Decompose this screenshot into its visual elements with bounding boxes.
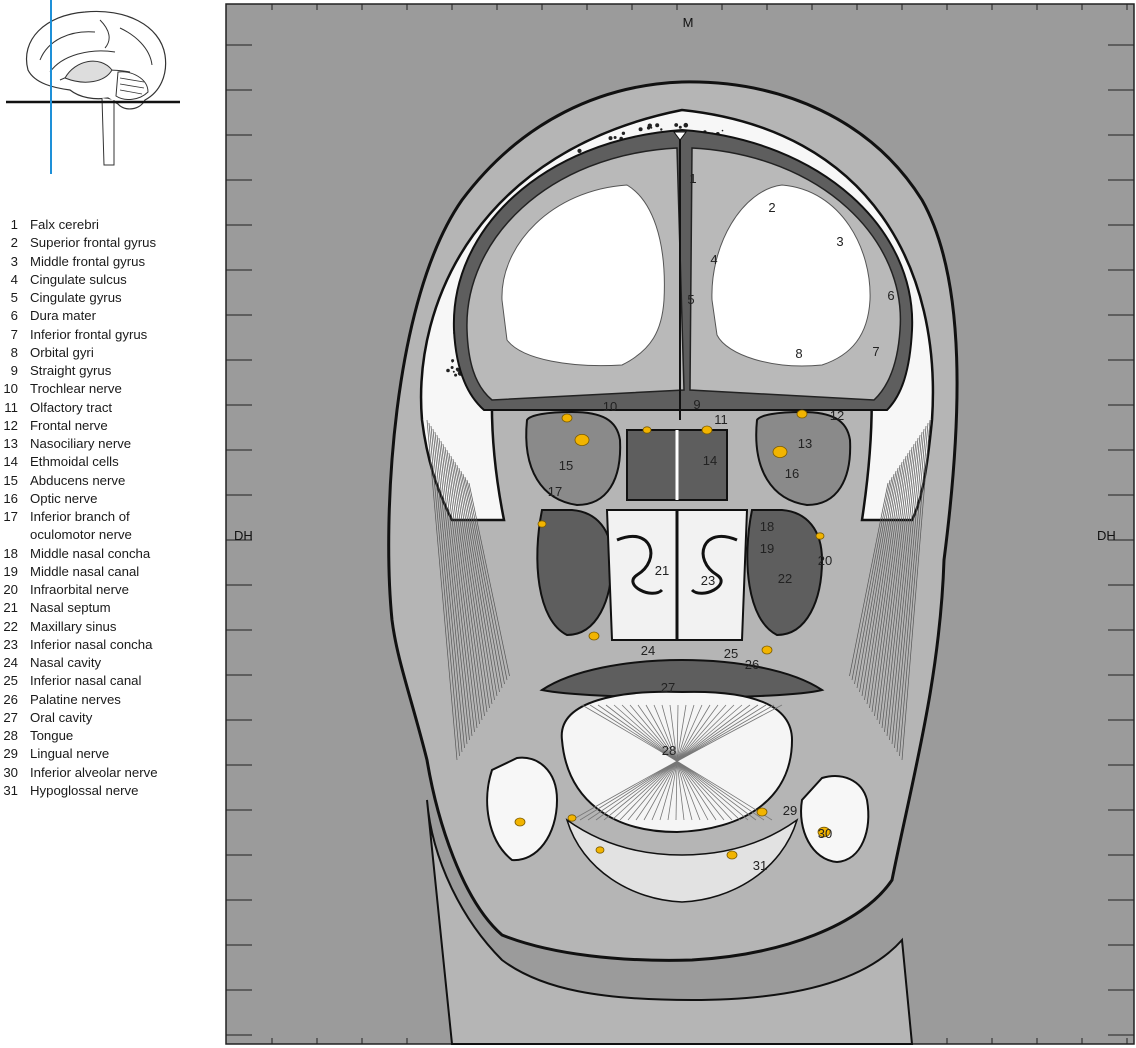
- legend-text: Middle nasal canal: [30, 563, 140, 579]
- legend-number: 13: [3, 436, 18, 451]
- legend-text: Inferior nasal canal: [30, 673, 142, 689]
- bone-pore: [452, 361, 454, 363]
- legend-text: Inferior nasal concha: [30, 636, 153, 652]
- structure-label-5: 5: [687, 292, 695, 307]
- structure-label-2: 2: [768, 200, 776, 215]
- nerve-section: [589, 632, 599, 640]
- legend-item: [0, 234, 215, 252]
- structure-label-30: 30: [817, 826, 833, 841]
- structure-label-13: 13: [797, 436, 813, 451]
- legend-number: 16: [3, 490, 18, 506]
- nerve-section: [596, 847, 604, 853]
- structure-label-9: 9: [693, 397, 701, 412]
- legend-item: [0, 253, 215, 271]
- legend-item: [0, 271, 215, 289]
- legend-number: 3: [10, 253, 18, 269]
- bone-pore: [454, 374, 457, 377]
- bone-pore: [446, 369, 450, 373]
- legend-item: [0, 691, 215, 709]
- structure-label-10: 10: [602, 399, 618, 414]
- nerve-section: [797, 410, 807, 418]
- legend-number: 5: [10, 290, 18, 305]
- legend-text: Oral cavity: [30, 709, 93, 725]
- nerve-section: [702, 426, 712, 434]
- coronal-section-illustration: [222, 0, 1136, 1048]
- legend-number: 21: [3, 600, 18, 616]
- legend-text: Dura mater: [30, 308, 96, 324]
- legend-text: Cingulate sulcus: [30, 271, 127, 287]
- bone-pore: [453, 371, 455, 373]
- legend-item: [0, 417, 215, 435]
- legend-number: 27: [3, 709, 18, 725]
- legend-text: Lingual nerve: [30, 746, 110, 762]
- legend-text: Inferior frontal gyrus: [30, 326, 148, 342]
- mark-right: DH: [1097, 528, 1116, 543]
- mark-left: DH: [234, 528, 253, 543]
- bone-pore: [639, 127, 643, 131]
- legend-number: 31: [3, 782, 18, 798]
- nerve-section: [816, 533, 824, 539]
- legend-text: Inferior branch of: [30, 509, 130, 524]
- legend-text: Middle frontal gyrus: [30, 253, 146, 269]
- legend-continuation: oculomotor nerve: [30, 527, 132, 543]
- legend-item: [0, 764, 215, 782]
- legend-number: 9: [10, 363, 18, 378]
- structure-label-14: 14: [702, 453, 718, 468]
- legend-item: [0, 289, 215, 307]
- legend-number: 17: [3, 509, 18, 524]
- legend-number: 15: [3, 472, 18, 488]
- legend-item: [0, 545, 215, 563]
- legend-text: Superior frontal gyrus: [30, 235, 157, 251]
- bone-pore: [577, 149, 581, 153]
- locator-thumbnail: [0, 0, 190, 180]
- legend-text: Inferior alveolar nerve: [30, 764, 158, 780]
- nerve-section: [568, 815, 576, 821]
- legend-number: 7: [10, 326, 18, 342]
- nerve-section: [643, 427, 651, 433]
- legend-item: [0, 727, 215, 745]
- legend-number: 22: [3, 618, 18, 634]
- structure-label-6: 6: [887, 288, 895, 303]
- legend-item: [0, 581, 215, 599]
- structure-label-22: 22: [777, 571, 793, 586]
- legend-text: Nasociliary nerve: [30, 436, 132, 451]
- legend-number: 10: [3, 381, 18, 397]
- structure-label-1: 1: [689, 171, 697, 186]
- legend-item: [0, 472, 215, 490]
- legend-number: 12: [3, 417, 18, 433]
- structure-label-28: 28: [661, 743, 677, 758]
- legend-text: Ethmoidal cells: [30, 454, 119, 470]
- legend-item: [0, 599, 215, 617]
- nerve-section: [515, 818, 525, 826]
- legend-number: 29: [3, 746, 18, 762]
- legend-text: Palatine nerves: [30, 691, 121, 707]
- bone-pore: [609, 136, 613, 140]
- legend-item: [0, 745, 215, 763]
- legend-text: Falx cerebri: [30, 217, 99, 232]
- nerve-section: [562, 414, 572, 422]
- structure-label-23: 23: [700, 573, 716, 588]
- legend-text: Frontal nerve: [30, 417, 108, 433]
- bone-pore: [660, 128, 662, 130]
- legend-text: Abducens nerve: [30, 472, 126, 488]
- legend-number: 24: [3, 655, 18, 670]
- legend-item: [0, 618, 215, 636]
- legend-number: 8: [10, 344, 18, 360]
- legend-number: 30: [3, 764, 18, 780]
- bone-pore: [622, 132, 625, 135]
- legend-text: Trochlear nerve: [30, 381, 122, 397]
- legend-number: 26: [3, 691, 18, 707]
- legend-item: [0, 490, 215, 508]
- structure-label-4: 4: [710, 252, 718, 267]
- structure-label-21: 21: [654, 563, 670, 578]
- structure-label-25: 25: [723, 646, 739, 661]
- legend-item: [0, 672, 215, 690]
- legend-number: 19: [3, 563, 18, 579]
- legend-item: [0, 453, 215, 471]
- structure-label-8: 8: [795, 346, 803, 361]
- legend: [0, 216, 215, 800]
- nerve-section: [575, 434, 589, 445]
- legend-text: Nasal cavity: [30, 655, 102, 670]
- bone-pore: [684, 123, 689, 128]
- structure-label-11: 11: [714, 412, 728, 427]
- bone-pore: [655, 123, 659, 127]
- structure-label-16: 16: [784, 466, 800, 481]
- bone-pore: [679, 126, 682, 129]
- legend-number: 18: [3, 545, 18, 561]
- bone-pore: [674, 123, 678, 127]
- nerve-section: [727, 851, 737, 859]
- legend-item: [0, 435, 215, 453]
- structure-label-27: 27: [660, 680, 676, 695]
- legend-number: 11: [4, 399, 18, 415]
- mark-top: M: [682, 15, 694, 30]
- nerve-section: [762, 646, 772, 654]
- structure-label-18: 18: [759, 519, 775, 534]
- anatomy-plate: [222, 0, 1136, 1048]
- nerve-section: [757, 808, 767, 816]
- legend-text: Maxillary sinus: [30, 618, 117, 634]
- legend-number: 25: [3, 673, 18, 689]
- legend-number: 14: [3, 454, 18, 470]
- legend-text: Nasal septum: [30, 600, 111, 616]
- legend-number: 20: [3, 582, 18, 597]
- nerve-section: [773, 446, 787, 457]
- legend-text: Olfactory tract: [30, 399, 113, 415]
- legend-item: [0, 709, 215, 727]
- bone-pore: [722, 130, 724, 132]
- legend-item: [0, 782, 215, 800]
- legend-number: 6: [10, 308, 18, 324]
- legend-number: 28: [3, 728, 18, 743]
- structure-label-24: 24: [640, 643, 656, 658]
- legend-item: [0, 654, 215, 672]
- structure-label-19: 19: [759, 541, 775, 556]
- legend-text: Middle nasal concha: [30, 545, 151, 561]
- legend-text: Cingulate gyrus: [30, 290, 122, 305]
- legend-text: Infraorbital nerve: [30, 582, 129, 597]
- bone-pore: [650, 127, 652, 129]
- structure-label-26: 26: [744, 657, 760, 672]
- legend-item: [0, 216, 215, 234]
- structure-label-17: 17: [547, 484, 563, 499]
- structure-label-3: 3: [836, 234, 844, 249]
- brain-sagittal-sketch: [0, 0, 190, 180]
- legend-number: 4: [10, 271, 18, 287]
- legend-item: [0, 307, 215, 325]
- structure-label-12: 12: [829, 408, 845, 423]
- legend-item: [0, 326, 215, 344]
- legend-number: 2: [10, 235, 18, 251]
- bone-pore: [614, 136, 617, 139]
- legend-item: [0, 563, 215, 581]
- legend-item: [0, 399, 215, 417]
- structure-label-15: 15: [558, 458, 574, 473]
- structure-label-20: 20: [817, 553, 833, 568]
- legend-text: Orbital gyri: [30, 344, 94, 360]
- legend-item: [0, 380, 215, 398]
- structure-label-31: 31: [752, 858, 768, 873]
- structure-label-29: 29: [782, 803, 798, 818]
- legend-text: Optic nerve: [30, 490, 98, 506]
- legend-item: [0, 362, 215, 380]
- legend-text: Hypoglossal nerve: [30, 782, 139, 798]
- legend-item: [0, 344, 215, 362]
- legend-item: [0, 508, 215, 526]
- legend-item: [0, 636, 215, 654]
- legend-number: 23: [3, 636, 18, 652]
- nerve-section: [538, 521, 546, 527]
- bone-pore: [451, 366, 454, 369]
- legend-text: Tongue: [30, 728, 74, 743]
- structure-label-7: 7: [872, 344, 880, 359]
- legend-number: 1: [10, 217, 18, 232]
- legend-text: Straight gyrus: [30, 363, 112, 378]
